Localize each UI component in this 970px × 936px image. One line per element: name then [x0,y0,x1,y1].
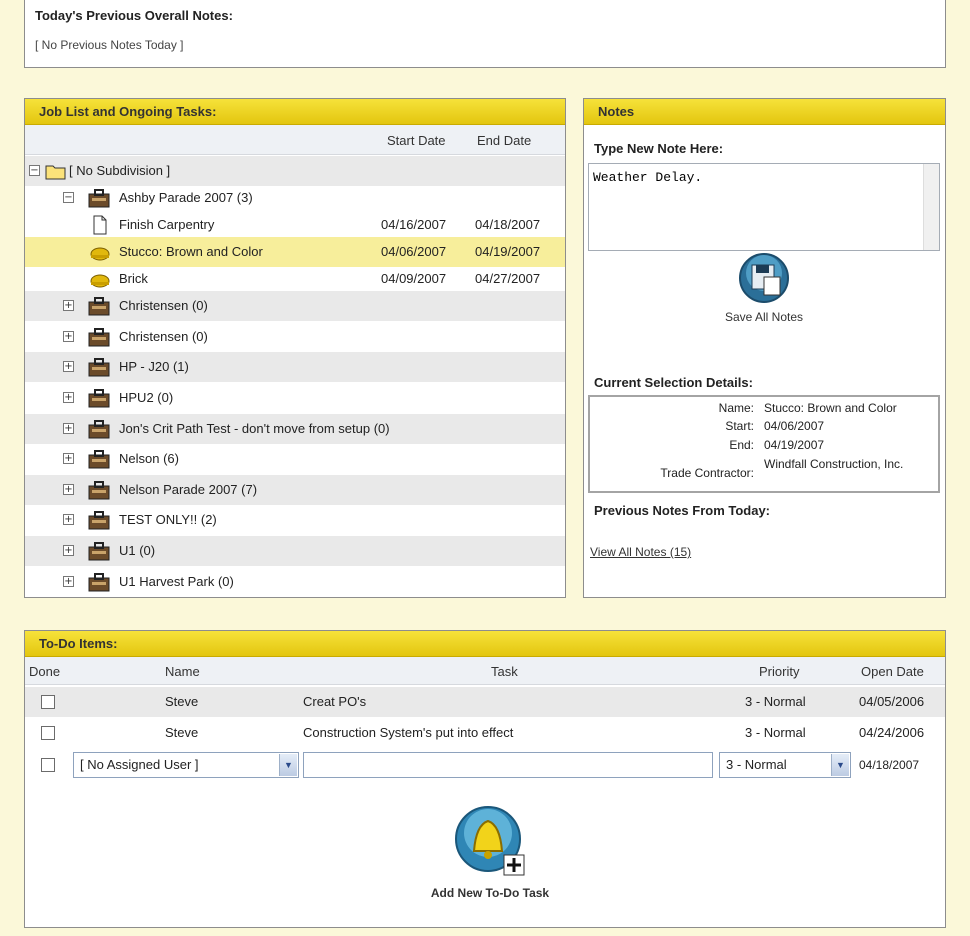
detail-value: 04/06/2007 [764,419,825,433]
save-icon [737,293,791,308]
job-list-panel [24,98,566,598]
todo-row [25,718,945,748]
job-list-header: Job List and Ongoing Tasks: [25,99,565,125]
tree-row-task[interactable] [25,264,565,294]
todo-column-header [25,657,945,685]
expand-icon[interactable]: + [64,423,73,434]
done-checkbox[interactable] [41,695,55,709]
new-open-date: 04/18/2007 [859,758,920,772]
toolbox-icon [87,510,109,530]
start-date: 04/09/2007 [381,271,447,286]
type-note-label: Type New Note Here: [594,141,724,156]
collapse-icon[interactable]: − [30,165,39,176]
toolbox-icon [87,327,109,347]
toolbox-icon [87,188,109,208]
expand-icon[interactable]: + [64,484,73,495]
todo-task: Construction System's put into effect [303,725,514,740]
todo-priority: 3 - Normal [745,694,806,709]
todo-name: Steve [165,725,199,740]
start-date: 04/16/2007 [381,217,447,232]
todo-open-date: 04/05/2006 [859,694,925,709]
detail-key: Name: [718,401,754,415]
previous-overall-notes-title: Today's Previous Overall Notes: [35,8,233,23]
bell-add-icon [450,869,530,884]
chevron-down-icon[interactable]: ▼ [831,754,849,776]
todo-name: Steve [165,694,199,709]
toolbox-icon [87,572,109,592]
task-column[interactable]: Task [491,664,518,679]
detail-key: End: [729,438,754,452]
save-all-notes-button[interactable] [714,251,814,324]
toolbox-icon [87,296,109,316]
tree-row-job[interactable] [25,322,565,352]
detail-value: 04/19/2007 [764,438,825,452]
name-column[interactable]: Name [165,664,200,679]
assigned-user-select[interactable] [73,752,299,778]
priority-value: 3 - Normal [726,757,787,772]
tree-row-job[interactable] [25,505,565,535]
end-date-column[interactable]: End Date [477,133,532,148]
note-scrollbar[interactable] [923,164,939,250]
priority-select[interactable] [719,752,851,778]
end-date: 04/18/2007 [475,217,541,232]
tree-row-job[interactable] [25,383,565,413]
end-date: 04/27/2007 [475,271,541,286]
expand-icon[interactable]: + [64,331,73,342]
todo-header: To-Do Items: [25,631,945,657]
expand-icon[interactable]: + [64,545,73,556]
tree-row-job[interactable] [25,414,565,444]
current-selection-label: Current Selection Details: [594,375,753,390]
tree-row-task[interactable] [25,210,565,240]
open-date-column[interactable]: Open Date [861,664,924,679]
tree-row-task-selected[interactable] [25,237,565,267]
tree-row-job[interactable] [25,444,565,474]
previous-notes-label: Previous Notes From Today: [594,503,771,518]
job-list-column-header [25,125,565,155]
tree-row-job[interactable] [25,567,565,597]
previous-overall-notes-body: [ No Previous Notes Today ] [35,38,184,52]
expand-icon[interactable]: + [64,514,73,525]
tree-row-no-subdivision[interactable] [25,156,565,186]
notes-panel [583,98,946,598]
detail-value: Stucco: Brown and Color [764,401,897,415]
hard-hat-icon [89,269,111,289]
tree-label: Christensen (0) [119,298,208,313]
tree-label: Ashby Parade 2007 (3) [119,190,253,205]
tree-row-job[interactable] [25,183,565,213]
tree-row-job[interactable] [25,536,565,566]
start-date: 04/06/2007 [381,244,447,259]
todo-task: Creat PO's [303,694,367,709]
start-date-column[interactable]: Start Date [387,133,446,148]
detail-key: Trade Contractor: [660,466,754,480]
tree-label: U1 Harvest Park (0) [119,574,234,589]
tree-label: TEST ONLY!! (2) [119,512,217,527]
folder-icon [45,161,67,181]
tree-label: HP - J20 (1) [119,359,189,374]
done-column[interactable]: Done [29,664,61,679]
previous-overall-notes-panel [24,0,946,68]
tree-row-job[interactable] [25,475,565,505]
tree-label: Christensen (0) [119,329,208,344]
todo-priority: 3 - Normal [745,725,806,740]
notes-header: Notes [584,99,945,125]
done-checkbox[interactable] [41,726,55,740]
expand-icon[interactable]: + [64,361,73,372]
save-all-notes-label: Save All Notes [724,310,804,324]
tree-label: Stucco: Brown and Color [119,244,263,259]
tree-label: U1 (0) [119,543,156,558]
priority-column[interactable]: Priority [759,664,800,679]
view-all-notes-link[interactable]: View All Notes (15) [590,545,692,559]
new-task-input[interactable] [303,752,713,778]
hard-hat-icon [89,242,111,262]
todo-row [25,687,945,717]
assigned-user-value: [ No Assigned User ] [80,757,199,772]
detail-value: Windfall Construction, Inc. [764,457,904,471]
todo-new-row [25,749,945,781]
tree-label: Nelson (6) [119,451,179,466]
tree-label: HPU2 (0) [119,390,174,405]
tree-row-job[interactable] [25,291,565,321]
todo-open-date: 04/24/2006 [859,725,925,740]
tree-row-job[interactable] [25,352,565,382]
add-new-todo-button[interactable] [405,803,575,900]
tree-label: Nelson Parade 2007 (7) [119,482,258,497]
expand-icon[interactable]: + [64,453,73,464]
chevron-down-icon[interactable]: ▼ [279,754,297,776]
expand-icon[interactable]: + [64,576,73,587]
document-icon [91,215,113,235]
tree-label: Jon's Crit Path Test - don't move from setup (0) [119,421,390,436]
done-checkbox[interactable] [41,758,55,772]
add-new-todo-label: Add New To-Do Task [430,886,550,900]
selection-details-box [588,395,940,493]
toolbox-icon [87,480,109,500]
expand-icon[interactable]: + [64,392,73,403]
note-input-wrap [588,163,940,251]
collapse-icon[interactable]: − [64,192,73,203]
todo-panel [24,630,946,928]
end-date: 04/19/2007 [475,244,541,259]
detail-key: Start: [725,419,754,433]
job-tree [25,156,565,597]
tree-label: [ No Subdivision ] [69,163,171,178]
tree-label: Finish Carpentry [119,217,215,232]
note-input[interactable] [588,163,940,251]
toolbox-icon [87,388,109,408]
tree-label: Brick [119,271,148,286]
toolbox-icon [87,419,109,439]
expand-icon[interactable]: + [64,300,73,311]
toolbox-icon [87,449,109,469]
toolbox-icon [87,541,109,561]
toolbox-icon [87,357,109,377]
